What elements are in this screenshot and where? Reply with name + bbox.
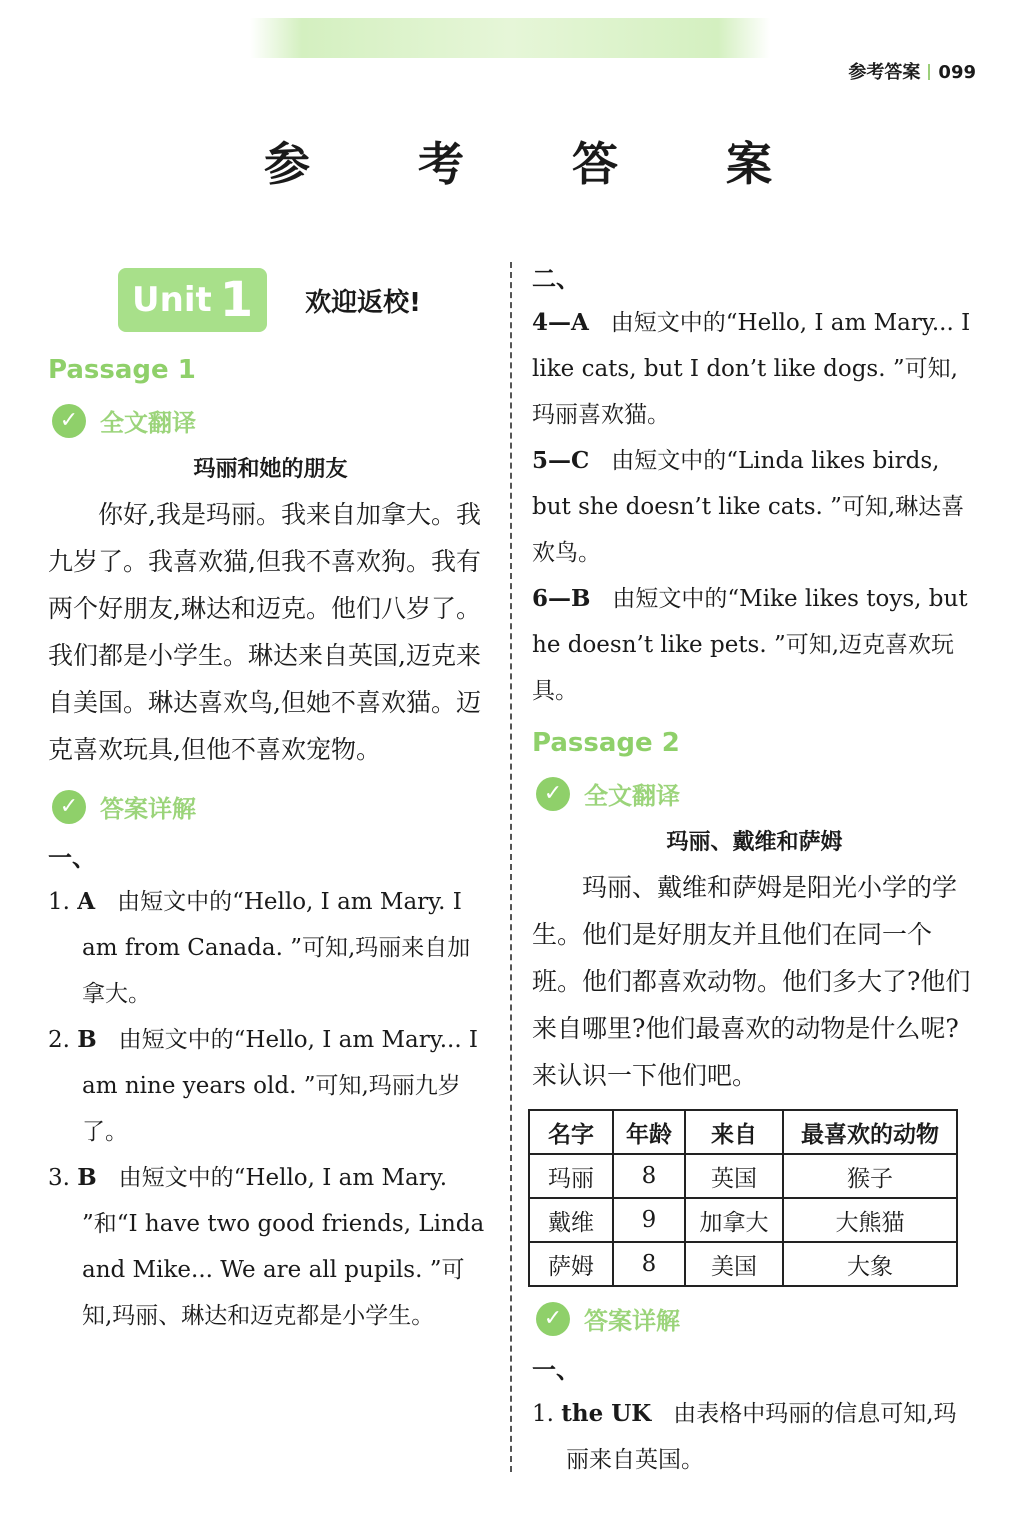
- section-answers-label: 答案详解: [100, 795, 196, 823]
- table-cell: 英国: [685, 1154, 783, 1198]
- right-column: [532, 255, 977, 1483]
- item-number: 2.: [48, 1027, 70, 1053]
- unit-header: [48, 255, 493, 345]
- story-text: 你好,我是玛丽。我来自加拿大。我九岁了。我喜欢猫,但我不喜欢狗。我有两个好朋友,琳达和迈克。他们八岁了。我们都是小学生。琳达来自英国,迈克来自美国。琳达喜欢鸟,但她不喜欢猫。迈克喜欢玩具,但他不喜欢宠物。: [48, 500, 481, 764]
- unit-word: Unit: [132, 280, 212, 320]
- section-translation: [52, 403, 493, 438]
- table-cell: 猴子: [783, 1154, 957, 1198]
- answer-item: [532, 438, 977, 576]
- section-answers: [536, 1301, 977, 1336]
- table-header: 来自: [685, 1110, 783, 1154]
- item-explanation: 由短文中的“Hello, I am Mary. I am from Canada. ”可知,玛丽来自加拿大。: [82, 889, 471, 1007]
- table-cell: 玛丽: [529, 1154, 613, 1198]
- section-answers: [52, 789, 493, 824]
- item-answer: B: [77, 1026, 97, 1053]
- table-cell: 大象: [783, 1242, 957, 1286]
- item-explanation: 由表格中玛丽的信息可知,玛丽来自英国。: [566, 1401, 957, 1473]
- table-header: 年龄: [613, 1110, 685, 1154]
- table-header: 名字: [529, 1110, 613, 1154]
- table-cell: 加拿大: [685, 1198, 783, 1242]
- item-explanation: 由短文中的“Hello, I am Mary... I like cats, but I don’t like dogs. ”可知,玛丽喜欢猫。: [532, 310, 971, 428]
- part-heading: 一、: [48, 844, 96, 872]
- part-heading: 一、: [532, 1356, 580, 1384]
- header-label: 参考答案: [848, 62, 921, 83]
- table-cell: 戴维: [529, 1198, 613, 1242]
- table-cell: 8: [613, 1154, 685, 1198]
- page-number: 099: [938, 62, 976, 83]
- left-column: [48, 255, 493, 1339]
- item-explanation: 由短文中的“Linda likes birds, but she doesn’t like cats. ”可知,琳达喜欢鸟。: [532, 448, 965, 566]
- item-answer: 4—A: [532, 309, 589, 336]
- item-explanation: 由短文中的“Hello, I am Mary. ”和“I have two good friends, Linda and Mike... We are all pupils. ”可知,玛丽、琳达和迈克都是小学生。: [82, 1165, 485, 1329]
- table-header: 最喜欢的动物: [783, 1110, 957, 1154]
- info-table: [528, 1109, 958, 1287]
- column-divider: [510, 262, 512, 1472]
- story-title: 玛丽、戴维和萨姆: [666, 830, 843, 855]
- check-icon: ✓: [536, 777, 570, 811]
- answer-item: [532, 1391, 977, 1483]
- title-highlight: [250, 18, 770, 58]
- passage-label: Passage 1: [48, 355, 196, 385]
- table-cell: 9: [613, 1198, 685, 1242]
- check-icon: ✓: [52, 404, 86, 438]
- title-wrap: [0, 128, 1036, 194]
- item-answer: A: [77, 888, 96, 915]
- unit-title: 欢迎返校!: [305, 287, 421, 318]
- section-translation-label: 全文翻译: [584, 782, 680, 810]
- answer-item: [532, 300, 977, 438]
- story-text: 玛丽、戴维和萨姆是阳光小学的学生。他们是好朋友并且他们在同一个班。他们都喜欢动物。他们多大了?他们来自哪里?他们最喜欢的动物是什么呢?来认识一下他们吧。: [532, 873, 971, 1090]
- answer-item: [48, 1155, 493, 1339]
- item-explanation: 由短文中的“Hello, I am Mary... I am nine years old. ”可知,玛丽九岁了。: [82, 1027, 479, 1145]
- table-row: [529, 1154, 957, 1198]
- item-explanation: 由短文中的“Mike likes toys, but he doesn’t like pets. ”可知,迈克喜欢玩具。: [532, 586, 968, 704]
- item-answer: B: [77, 1164, 97, 1191]
- section-answers-label: 答案详解: [584, 1307, 680, 1335]
- item-number: 1.: [532, 1401, 554, 1427]
- page-header: [848, 58, 976, 84]
- story-title: 玛丽和她的朋友: [193, 457, 348, 482]
- passage-label: Passage 2: [532, 728, 680, 758]
- table-cell: 8: [613, 1242, 685, 1286]
- item-number: 3.: [48, 1165, 70, 1191]
- table-header-row: [529, 1110, 957, 1154]
- part-heading: 二、: [532, 265, 580, 293]
- table-cell: 萨姆: [529, 1242, 613, 1286]
- check-icon: ✓: [536, 1302, 570, 1336]
- header-separator: [928, 64, 930, 80]
- check-icon: ✓: [52, 790, 86, 824]
- item-number: 1.: [48, 889, 70, 915]
- table-row: [529, 1198, 957, 1242]
- item-answer: 5—C: [532, 447, 590, 474]
- unit-badge: [118, 268, 267, 332]
- section-translation: [536, 776, 977, 811]
- table-cell: 美国: [685, 1242, 783, 1286]
- answer-item: [48, 1017, 493, 1155]
- answer-item: [532, 576, 977, 714]
- section-translation-label: 全文翻译: [100, 409, 196, 437]
- item-answer: 6—B: [532, 585, 591, 612]
- table-row: [529, 1242, 957, 1286]
- page-title: 参 考 答 案: [263, 137, 819, 191]
- answer-item: [48, 879, 493, 1017]
- table-cell: 大熊猫: [783, 1198, 957, 1242]
- unit-number: 1: [219, 272, 254, 328]
- item-answer: the UK: [561, 1400, 652, 1427]
